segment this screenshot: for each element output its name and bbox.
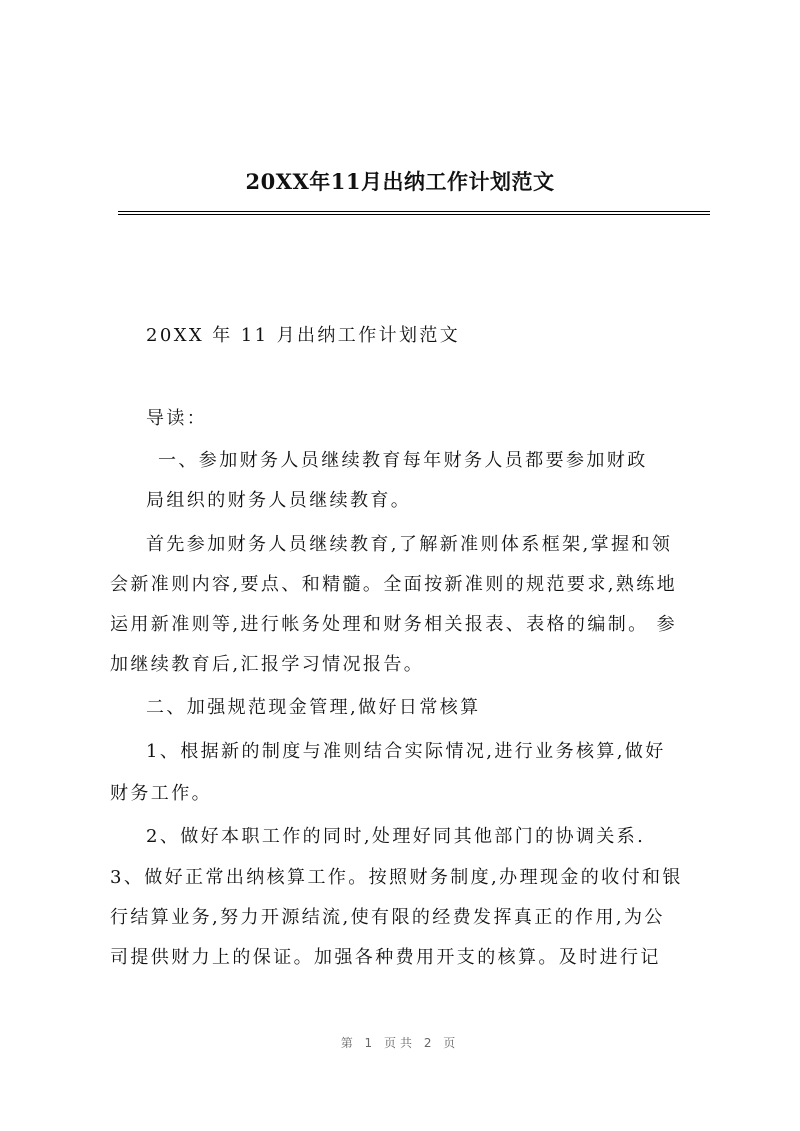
section-heading: 二、加强规范现金管理,做好日常核算 bbox=[146, 697, 481, 718]
paragraph-line: 1、根据新的制度与准则结合实际情况,进行业务核算,做好 bbox=[146, 741, 666, 762]
paragraph-line: 运用新准则等,进行帐务处理和财务相关报表、表格的编制。 参 bbox=[110, 614, 678, 635]
body-title: 20XX 年 11 月出纳工作计划范文 bbox=[146, 325, 461, 346]
paragraph-line: 财务工作。 bbox=[110, 783, 212, 804]
paragraph-line: 3、做好正常出纳核算工作。按照财务制度,办理现金的收付和银 bbox=[110, 867, 683, 888]
document-title: 20XX年11月出纳工作计划范文 bbox=[245, 169, 555, 194]
paragraph-line: 会新准则内容,要点、和精髓。全面按新准则的规范要求,熟练地 bbox=[110, 574, 678, 595]
paragraph-line: 首先参加财务人员继续教育,了解新准则体系框架,掌握和领 bbox=[146, 534, 673, 555]
paragraph-line: 司提供财力上的保证。加强各种费用开支的核算。及时进行记 bbox=[110, 947, 661, 968]
paragraph-line: 加继续教育后,汇报学习情况报告。 bbox=[110, 654, 425, 675]
paragraph-line: 局组织的财务人员继续教育。 bbox=[146, 490, 412, 511]
paragraph-line: 一、参加财务人员继续教育每年财务人员都要参加财政 bbox=[158, 450, 648, 471]
title-divider bbox=[118, 211, 710, 215]
intro-label: 导读： bbox=[146, 408, 208, 429]
page-number: 第 1 页共 2 页 bbox=[340, 1036, 460, 1050]
paragraph-line: 2、做好本职工作的同时,处理好同其他部门的协调关系. bbox=[146, 826, 646, 847]
paragraph-line: 行结算业务,努力开源结流,使有限的经费发挥真正的作用,为公 bbox=[110, 907, 665, 928]
